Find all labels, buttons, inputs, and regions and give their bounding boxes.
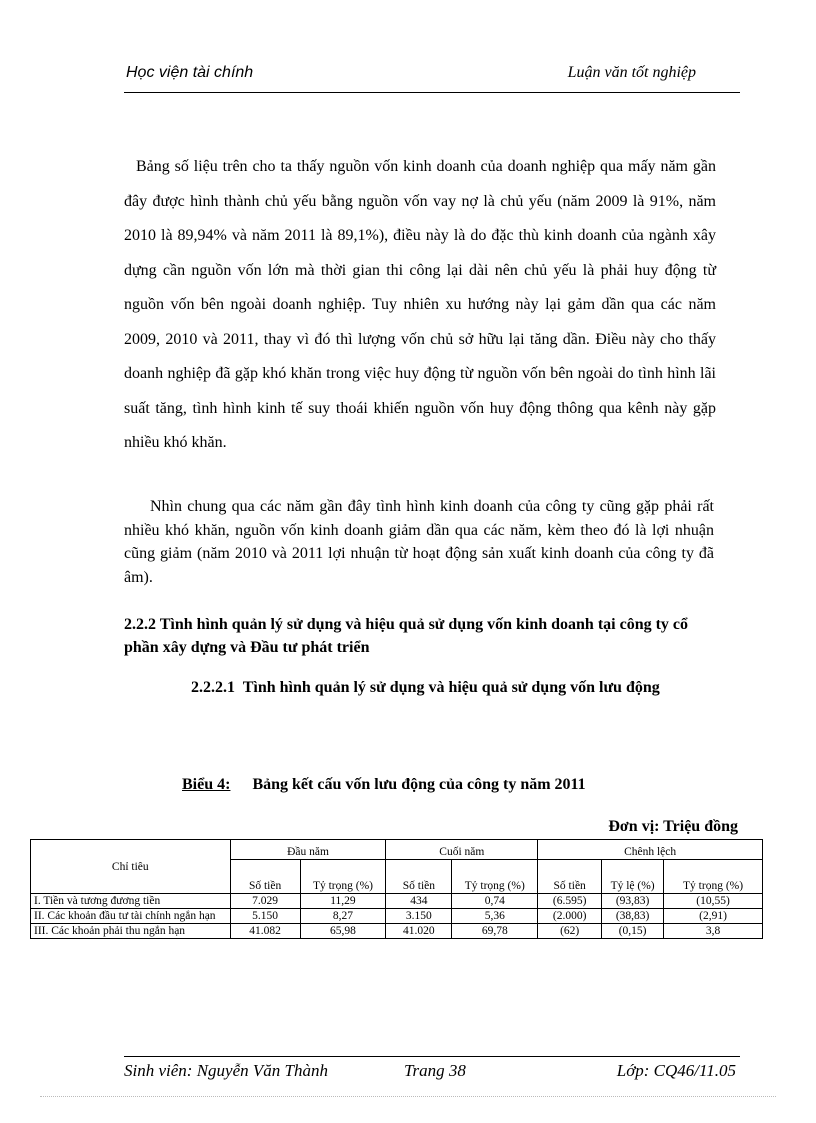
- header-so-tien-1: Số tiền: [230, 860, 300, 894]
- row-label: II. Các khoản đầu tư tài chính ngắn hạn: [31, 909, 231, 924]
- paragraph-2: Nhìn chung qua các năm gần đây tình hình kinh doanh của công ty cũng gặp phải rất nhiều khó khăn, nguồn vốn kinh doanh giảm dần qua các năm, kèm theo đó là lợi nhuận cũng giảm (năm 2010 và 2011 lợi nhuận từ hoạt động sản xuất kinh doanh của công ty đã âm).: [124, 498, 714, 586]
- table-caption-label: Biểu 4:: [182, 776, 231, 793]
- header-ty-le: Tỷ lệ (%): [602, 860, 664, 894]
- header-ty-trong-1: Tỷ trọng (%): [300, 860, 386, 894]
- cell: (2.000): [538, 909, 602, 924]
- page-bottom-divider: [40, 1096, 776, 1097]
- cell: (0,15): [602, 924, 664, 939]
- section-heading: 2.2.2 Tình hình quản lý sử dụng và hiệu quả sử dụng vốn kinh doanh tại công ty cổ phần xây dựng và Đầu tư phát triển: [124, 616, 689, 656]
- row-label: III. Các khoản phải thu ngắn hạn: [31, 924, 231, 939]
- row-label: I. Tiền và tương đương tiền: [31, 894, 231, 909]
- cell: (2,91): [664, 909, 763, 924]
- cell: (62): [538, 924, 602, 939]
- header-document-type: Luận văn tốt nghiệp: [567, 64, 696, 81]
- header-so-tien-2: Số tiền: [386, 860, 452, 894]
- paragraph-1-text: Bảng số liệu trên cho ta thấy nguồn vốn kinh doanh của doanh nghiệp qua mấy năm gần đây được hình thành chủ yếu bằng nguồn vốn vay nợ là chủ yếu (năm 2009 là 91%, năm 2010 là 89,94% và năm 2011 là 89,1%), điều này là do đặc thù kinh doanh của ngành xây dựng cần nguồn vốn lớn mà thời gian thi công lại dài nên chủ yếu là phải huy động từ nguồn vốn bên ngoài doanh nghiệp. Tuy nhiên xu hướng này lại gảm dần qua các năm 2009, 2010 và 2011, thay vì đó thì lượng vốn chủ sở hữu lại tăng dần. Điều này cho thấy doanh nghiệp đã gặp khó khăn trong việc huy động từ nguồn vốn bên ngoài do tình hình lãi suất tăng, tình hình kinh tế suy thoái khiến nguồn vốn huy động thông qua kênh này gặp nhiều khó khăn.: [124, 158, 716, 451]
- footer-student: Sinh viên: Nguyễn Văn Thành: [124, 1061, 328, 1080]
- table-unit: Đơn vị: Triệu đồng: [608, 818, 738, 835]
- table-caption: [182, 776, 586, 794]
- header-ty-trong-2: Tỷ trọng (%): [452, 860, 538, 894]
- table-row: [31, 924, 763, 939]
- cell: 434: [386, 894, 452, 909]
- page-footer: [124, 1056, 740, 1087]
- page-header: [124, 58, 740, 93]
- header-institution: Học viện tài chính: [126, 64, 254, 81]
- cell: 69,78: [452, 924, 538, 939]
- table-caption-title: Bảng kết cấu vốn lưu động của công ty năm 2011: [252, 776, 586, 793]
- working-capital-table: [30, 839, 763, 939]
- header-ty-trong-3: Tỷ trọng (%): [664, 860, 763, 894]
- header-so-tien-3: Số tiền: [538, 860, 602, 894]
- cell: (93,83): [602, 894, 664, 909]
- subsection-number: 2.2.2.1: [191, 679, 235, 696]
- footer-class: Lớp: CQ46/11.05: [616, 1061, 736, 1080]
- cell: 5,36: [452, 909, 538, 924]
- cell: 3,8: [664, 924, 763, 939]
- subsection-title: Tình hình quản lý sử dụng và hiệu quả sử dụng vốn lưu động: [242, 679, 660, 696]
- cell: (6.595): [538, 894, 602, 909]
- cell: (10,55): [664, 894, 763, 909]
- cell: 65,98: [300, 924, 386, 939]
- cell: (38,83): [602, 909, 664, 924]
- header-chi-tieu: Chỉ tiêu: [31, 840, 231, 894]
- header-dau-nam: Đầu năm: [230, 840, 386, 860]
- paragraph-1: [124, 150, 716, 461]
- cell: 7.029: [230, 894, 300, 909]
- subsection-heading: [181, 676, 721, 699]
- header-chenh-lech: Chênh lệch: [538, 840, 763, 860]
- cell: 11,29: [300, 894, 386, 909]
- header-cuoi-nam: Cuối năm: [386, 840, 538, 860]
- footer-page-number: Trang 38: [404, 1061, 466, 1080]
- cell: 0,74: [452, 894, 538, 909]
- cell: 8,27: [300, 909, 386, 924]
- cell: 5.150: [230, 909, 300, 924]
- cell: 41.082: [230, 924, 300, 939]
- cell: 41.020: [386, 924, 452, 939]
- cell: 3.150: [386, 909, 452, 924]
- table-row: [31, 909, 763, 924]
- table-row: [31, 894, 763, 909]
